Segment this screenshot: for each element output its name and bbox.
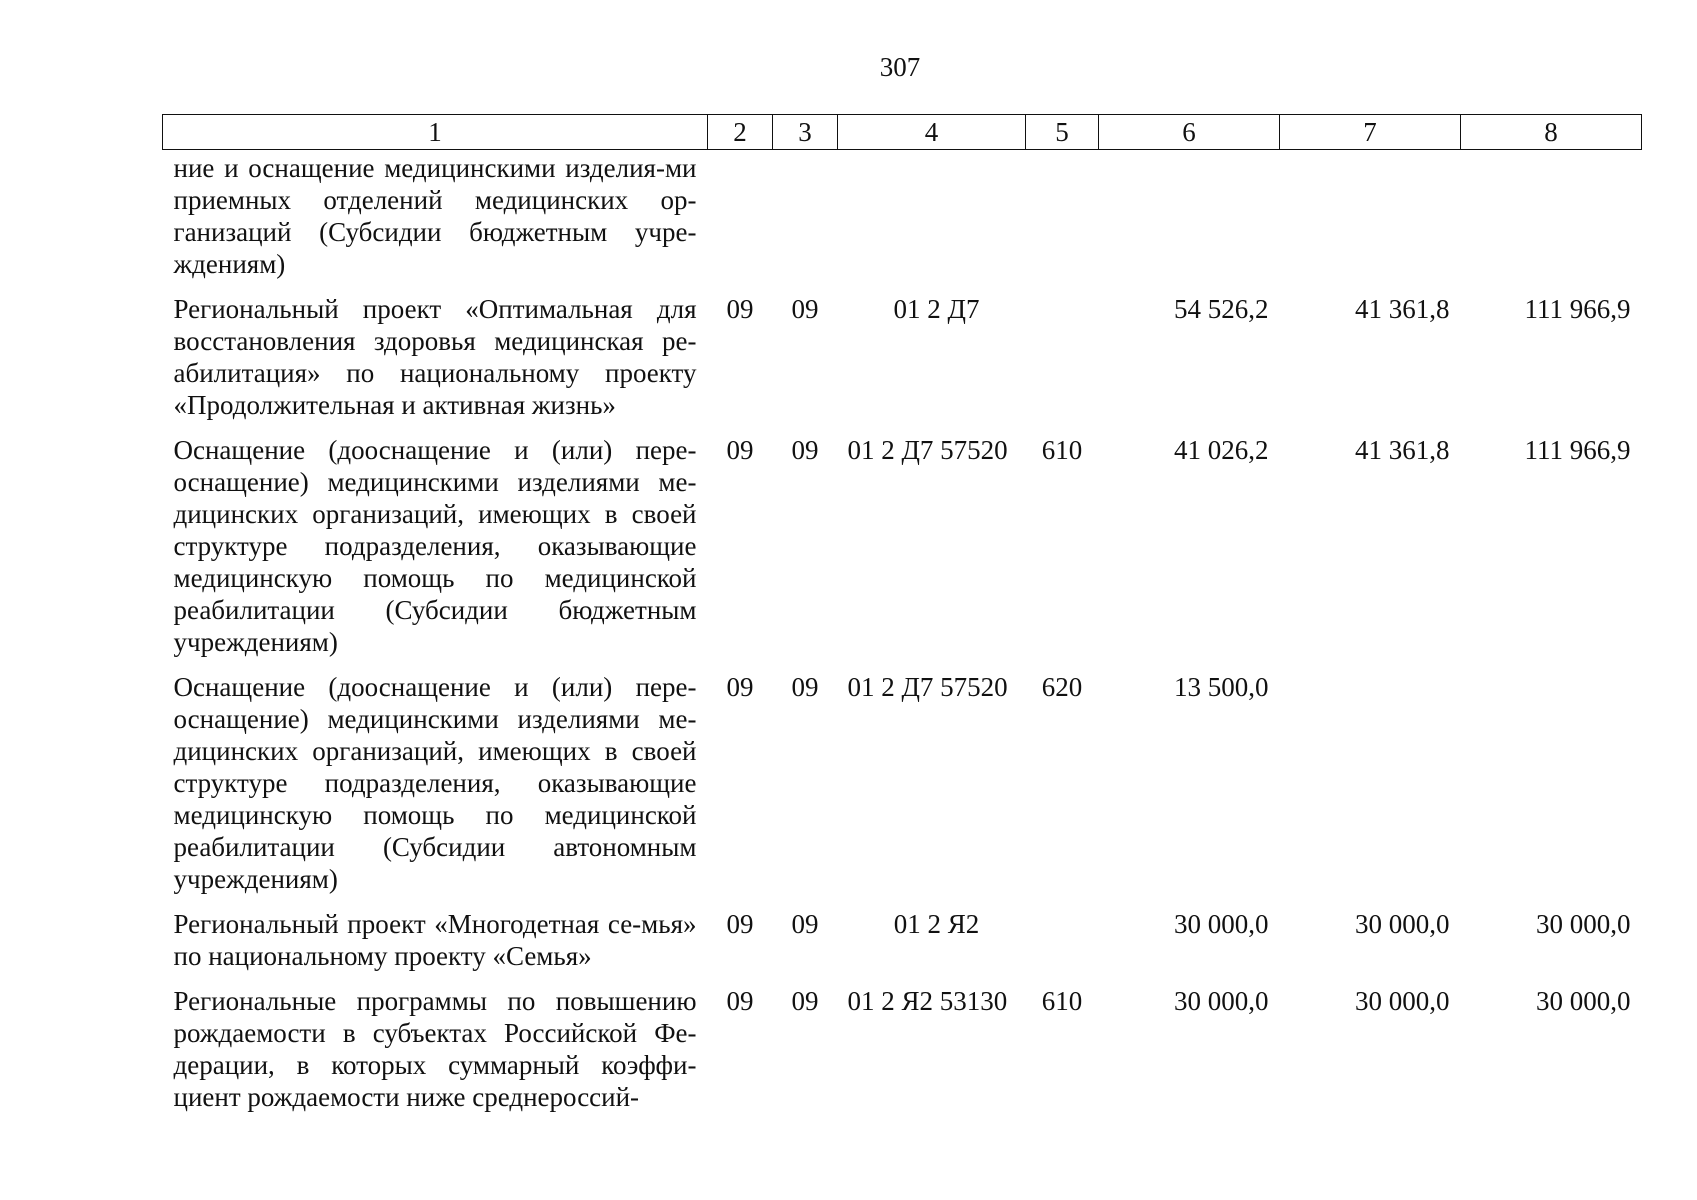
section-code: 09 (726, 672, 754, 702)
target-article-code: 01 2 Я2 (893, 909, 980, 939)
table-row (163, 671, 1642, 908)
amount-col-7: 41 361,8 (1355, 435, 1450, 465)
amount-col-8: 111 966,9 (1524, 294, 1631, 324)
amount-col-7: 30 000,0 (1355, 909, 1450, 939)
column-header-6: 6 (1099, 115, 1280, 150)
column-header-3: 3 (773, 115, 838, 150)
budget-table (162, 114, 1642, 1126)
amount-col-6 (1099, 150, 1280, 294)
amount-col-6: 41 026,2 (1174, 435, 1269, 465)
amount-col-8 (1461, 150, 1642, 294)
target-article-code: 01 2 Д7 57520 (847, 672, 1008, 702)
table-row (163, 150, 1642, 294)
page-number: 307 (879, 52, 921, 82)
section-code: 09 (726, 986, 754, 1016)
row-description: Оснащение (дооснащение и (или) пере-оснащение) медицинскими изделиями ме-дицинских организаций, имеющих в своей структуре подразделения, оказывающие медицинскую помощь по медицинской реабилитации (Субсидии бюджетным учреждениям) (173, 435, 697, 657)
section-code: 09 (726, 435, 754, 465)
amount-col-8 (1461, 671, 1642, 908)
subsection-code: 09 (791, 435, 819, 465)
expense-type-code (1026, 908, 1099, 985)
subsection-code: 09 (791, 909, 819, 939)
amount-col-7: 30 000,0 (1355, 986, 1450, 1016)
row-description: ние и оснащение медицинскими изделия-ми приемных отделений медицинских ор-ганизаций (Субсидии бюджетным учре-ждениям) (173, 153, 697, 279)
amount-col-7: 41 361,8 (1355, 294, 1450, 324)
amount-col-7 (1280, 671, 1461, 908)
column-header-4: 4 (838, 115, 1026, 150)
column-header-2: 2 (708, 115, 773, 150)
table-row (163, 434, 1642, 671)
expense-type-code (1026, 150, 1099, 294)
expense-type-code: 620 (1041, 672, 1083, 702)
table-row (163, 293, 1642, 434)
table-row (163, 985, 1642, 1126)
amount-col-6: 13 500,0 (1174, 672, 1269, 702)
row-description: Оснащение (дооснащение и (или) пере-оснащение) медицинскими изделиями ме-дицинских организаций, имеющих в своей структуре подразделения, оказывающие медицинскую помощь по медицинской реабилитации (Субсидии автономным учреждениям) (173, 672, 697, 894)
amount-col-6: 54 526,2 (1174, 294, 1269, 324)
amount-col-6: 30 000,0 (1174, 909, 1269, 939)
row-description: Региональный проект «Оптимальная для восстановления здоровья медицинская ре-абилитация» по национальному проекту «Продолжительная и активная жизнь» (173, 294, 697, 420)
target-article-code (838, 150, 1026, 294)
section-code: 09 (726, 909, 754, 939)
amount-col-7 (1280, 150, 1461, 294)
column-header-5: 5 (1026, 115, 1099, 150)
amount-col-8: 111 966,9 (1524, 435, 1631, 465)
row-description: Региональный проект «Многодетная се-мья» по национальному проекту «Семья» (173, 909, 697, 971)
column-header-7: 7 (1280, 115, 1461, 150)
target-article-code: 01 2 Я2 53130 (847, 986, 1008, 1016)
expense-type-code (1026, 293, 1099, 434)
amount-col-8: 30 000,0 (1536, 986, 1631, 1016)
amount-col-6: 30 000,0 (1174, 986, 1269, 1016)
subsection-code: 09 (791, 294, 819, 324)
target-article-code: 01 2 Д7 (893, 294, 980, 324)
table-row (163, 908, 1642, 985)
amount-col-8: 30 000,0 (1536, 909, 1631, 939)
expense-type-code: 610 (1041, 435, 1083, 465)
column-header-1: 1 (163, 115, 708, 150)
expense-type-code: 610 (1041, 986, 1083, 1016)
subsection-code: 09 (791, 986, 819, 1016)
subsection-code: 09 (791, 672, 819, 702)
column-header-8: 8 (1461, 115, 1642, 150)
target-article-code: 01 2 Д7 57520 (847, 435, 1008, 465)
subsection-code (773, 150, 838, 294)
section-code (708, 150, 773, 294)
section-code: 09 (726, 294, 754, 324)
column-number-header-row (163, 115, 1642, 150)
row-description: Региональные программы по повышению рождаемости в субъектах Российской Фе-дерации, в которых суммарный коэффи-циент рождаемости ниже среднероссий- (173, 986, 697, 1112)
